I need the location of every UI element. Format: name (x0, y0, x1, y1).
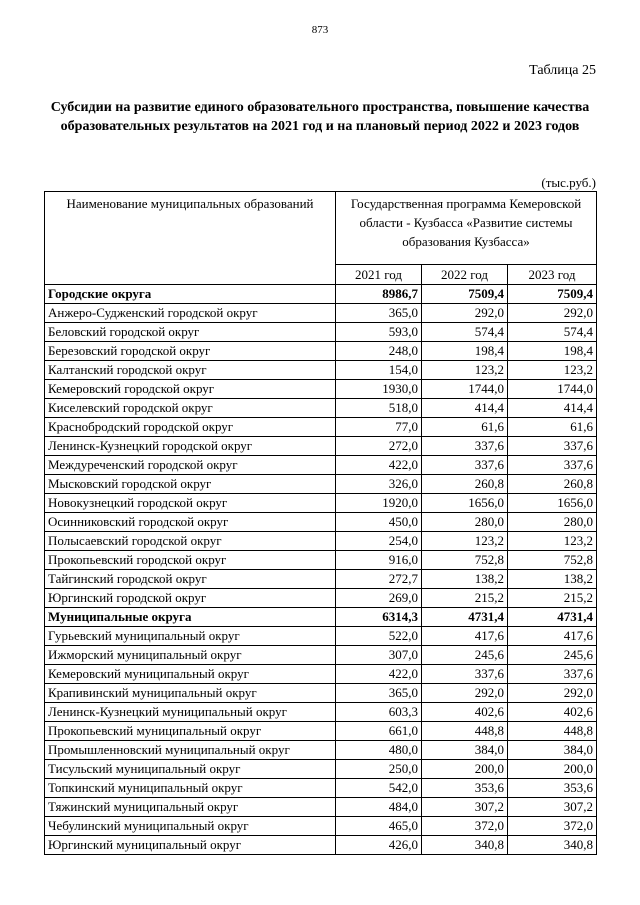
municipality-name: Беловский городской округ (45, 323, 336, 342)
value-2023: 138,2 (508, 570, 597, 589)
table-row (45, 684, 597, 703)
municipality-name: Крапивинский муниципальный округ (45, 684, 336, 703)
value-2022: 337,6 (422, 665, 508, 684)
title-line-1: Субсидии на развитие единого образовательного пространства, повышение качества (50, 100, 590, 115)
value-2021: 77,0 (336, 418, 422, 437)
value-2021: 450,0 (336, 513, 422, 532)
header-year-2022: 2022 год (422, 265, 508, 285)
municipality-name: Промышленновский муниципальный округ (45, 741, 336, 760)
table-row (45, 570, 597, 589)
value-2021: 465,0 (336, 817, 422, 836)
value-2023: 340,8 (508, 836, 597, 855)
value-2023: 353,6 (508, 779, 597, 798)
value-2022: 61,6 (422, 418, 508, 437)
table-row (45, 399, 597, 418)
value-2023: 307,2 (508, 798, 597, 817)
value-2023: 7509,4 (508, 285, 597, 304)
municipality-name: Юргинский муниципальный округ (45, 836, 336, 855)
municipality-name: Краснобродский городской округ (45, 418, 336, 437)
value-2022: 123,2 (422, 532, 508, 551)
value-2023: 1744,0 (508, 380, 597, 399)
value-2021: 518,0 (336, 399, 422, 418)
value-2021: 661,0 (336, 722, 422, 741)
value-2022: 402,6 (422, 703, 508, 722)
table-row (45, 741, 597, 760)
table-row (45, 779, 597, 798)
value-2023: 292,0 (508, 304, 597, 323)
municipality-name: Чебулинский муниципальный округ (45, 817, 336, 836)
value-2023: 752,8 (508, 551, 597, 570)
value-2021: 272,7 (336, 570, 422, 589)
table-row (45, 380, 597, 399)
table-row (45, 342, 597, 361)
value-2022: 384,0 (422, 741, 508, 760)
group-row (45, 608, 597, 627)
value-2021: 326,0 (336, 475, 422, 494)
municipality-name: Муниципальные округа (45, 608, 336, 627)
value-2022: 1656,0 (422, 494, 508, 513)
value-2023: 292,0 (508, 684, 597, 703)
municipality-name: Прокопьевский муниципальный округ (45, 722, 336, 741)
header-program: Государственная программа Кемеровской области - Кузбасса «Развитие системы образования Кузбасса» (336, 192, 597, 265)
value-2021: 248,0 (336, 342, 422, 361)
value-2023: 372,0 (508, 817, 597, 836)
value-2022: 200,0 (422, 760, 508, 779)
municipality-name: Юргинский городской округ (45, 589, 336, 608)
value-2023: 123,2 (508, 532, 597, 551)
value-2021: 272,0 (336, 437, 422, 456)
value-2021: 269,0 (336, 589, 422, 608)
table-row (45, 722, 597, 741)
title-line-2: образовательных результатов на 2021 год и на плановый период 2022 и 2023 годов (60, 119, 580, 134)
table-row (45, 418, 597, 437)
table-row (45, 475, 597, 494)
value-2022: 353,6 (422, 779, 508, 798)
value-2021: 254,0 (336, 532, 422, 551)
municipality-name: Новокузнецкий городской округ (45, 494, 336, 513)
value-2022: 7509,4 (422, 285, 508, 304)
municipality-name: Тайгинский городской округ (45, 570, 336, 589)
municipality-name: Городские округа (45, 285, 336, 304)
table-row (45, 361, 597, 380)
value-2023: 260,8 (508, 475, 597, 494)
value-2023: 574,4 (508, 323, 597, 342)
value-2021: 8986,7 (336, 285, 422, 304)
value-2021: 603,3 (336, 703, 422, 722)
table-body (45, 285, 597, 855)
value-2023: 198,4 (508, 342, 597, 361)
header-year-2023: 2023 год (508, 265, 597, 285)
value-2021: 426,0 (336, 836, 422, 855)
table-row (45, 646, 597, 665)
value-2021: 365,0 (336, 304, 422, 323)
value-2021: 484,0 (336, 798, 422, 817)
value-2023: 414,4 (508, 399, 597, 418)
table-row (45, 817, 597, 836)
value-2022: 337,6 (422, 437, 508, 456)
value-2022: 417,6 (422, 627, 508, 646)
value-2022: 372,0 (422, 817, 508, 836)
table-row (45, 532, 597, 551)
subsidy-table (44, 191, 597, 855)
value-2022: 337,6 (422, 456, 508, 475)
municipality-name: Киселевский городской округ (45, 399, 336, 418)
value-2021: 1920,0 (336, 494, 422, 513)
value-2021: 307,0 (336, 646, 422, 665)
value-2023: 417,6 (508, 627, 597, 646)
value-2023: 384,0 (508, 741, 597, 760)
group-row (45, 285, 597, 304)
value-2023: 337,6 (508, 437, 597, 456)
table-row (45, 703, 597, 722)
table-row (45, 513, 597, 532)
table-row (45, 665, 597, 684)
value-2021: 250,0 (336, 760, 422, 779)
table-row (45, 589, 597, 608)
value-2021: 154,0 (336, 361, 422, 380)
municipality-name: Кемеровский муниципальный округ (45, 665, 336, 684)
header-year-2021: 2021 год (336, 265, 422, 285)
municipality-name: Прокопьевский городской округ (45, 551, 336, 570)
table-row (45, 551, 597, 570)
value-2022: 448,8 (422, 722, 508, 741)
table-row (45, 836, 597, 855)
value-2022: 307,2 (422, 798, 508, 817)
value-2021: 593,0 (336, 323, 422, 342)
municipality-name: Тисульский муниципальный округ (45, 760, 336, 779)
value-2023: 280,0 (508, 513, 597, 532)
municipality-name: Топкинский муниципальный округ (45, 779, 336, 798)
value-2021: 916,0 (336, 551, 422, 570)
value-2022: 340,8 (422, 836, 508, 855)
value-2021: 6314,3 (336, 608, 422, 627)
municipality-name: Ижморский муниципальный округ (45, 646, 336, 665)
municipality-name: Кемеровский городской округ (45, 380, 336, 399)
units-label: (тыс.руб.) (541, 175, 596, 190)
value-2023: 337,6 (508, 456, 597, 475)
municipality-name: Анжеро-Судженский городской округ (45, 304, 336, 323)
value-2023: 61,6 (508, 418, 597, 437)
value-2023: 200,0 (508, 760, 597, 779)
table-row (45, 494, 597, 513)
value-2023: 215,2 (508, 589, 597, 608)
value-2021: 422,0 (336, 456, 422, 475)
value-2022: 4731,4 (422, 608, 508, 627)
value-2021: 542,0 (336, 779, 422, 798)
value-2021: 365,0 (336, 684, 422, 703)
municipality-name: Ленинск-Кузнецкий муниципальный округ (45, 703, 336, 722)
value-2023: 245,6 (508, 646, 597, 665)
table-row (45, 798, 597, 817)
value-2023: 402,6 (508, 703, 597, 722)
municipality-name: Междуреченский городской округ (45, 456, 336, 475)
value-2022: 292,0 (422, 304, 508, 323)
table-row (45, 323, 597, 342)
value-2022: 260,8 (422, 475, 508, 494)
value-2022: 215,2 (422, 589, 508, 608)
table-row (45, 627, 597, 646)
municipality-name: Полысаевский городской округ (45, 532, 336, 551)
municipality-name: Осинниковский городской округ (45, 513, 336, 532)
municipality-name: Гурьевский муниципальный округ (45, 627, 336, 646)
value-2021: 1930,0 (336, 380, 422, 399)
value-2022: 292,0 (422, 684, 508, 703)
table-label: Таблица 25 (529, 63, 596, 78)
table-row (45, 437, 597, 456)
municipality-name: Березовский городской округ (45, 342, 336, 361)
municipality-name: Мысковский городской округ (45, 475, 336, 494)
value-2022: 138,2 (422, 570, 508, 589)
value-2022: 414,4 (422, 399, 508, 418)
value-2023: 123,2 (508, 361, 597, 380)
table-row (45, 304, 597, 323)
value-2023: 337,6 (508, 665, 597, 684)
value-2023: 448,8 (508, 722, 597, 741)
value-2022: 574,4 (422, 323, 508, 342)
table-row (45, 456, 597, 475)
municipality-name: Тяжинский муниципальный округ (45, 798, 336, 817)
page-number: 873 (311, 24, 329, 36)
document-title (30, 98, 610, 136)
value-2022: 752,8 (422, 551, 508, 570)
value-2021: 480,0 (336, 741, 422, 760)
value-2021: 422,0 (336, 665, 422, 684)
value-2022: 1744,0 (422, 380, 508, 399)
value-2023: 1656,0 (508, 494, 597, 513)
value-2022: 123,2 (422, 361, 508, 380)
value-2022: 245,6 (422, 646, 508, 665)
value-2022: 280,0 (422, 513, 508, 532)
municipality-name: Ленинск-Кузнецкий городской округ (45, 437, 336, 456)
municipality-name: Калтанский городской округ (45, 361, 336, 380)
value-2023: 4731,4 (508, 608, 597, 627)
value-2021: 522,0 (336, 627, 422, 646)
header-municipality: Наименование муниципальных образований (45, 192, 336, 285)
value-2022: 198,4 (422, 342, 508, 361)
table-row (45, 760, 597, 779)
